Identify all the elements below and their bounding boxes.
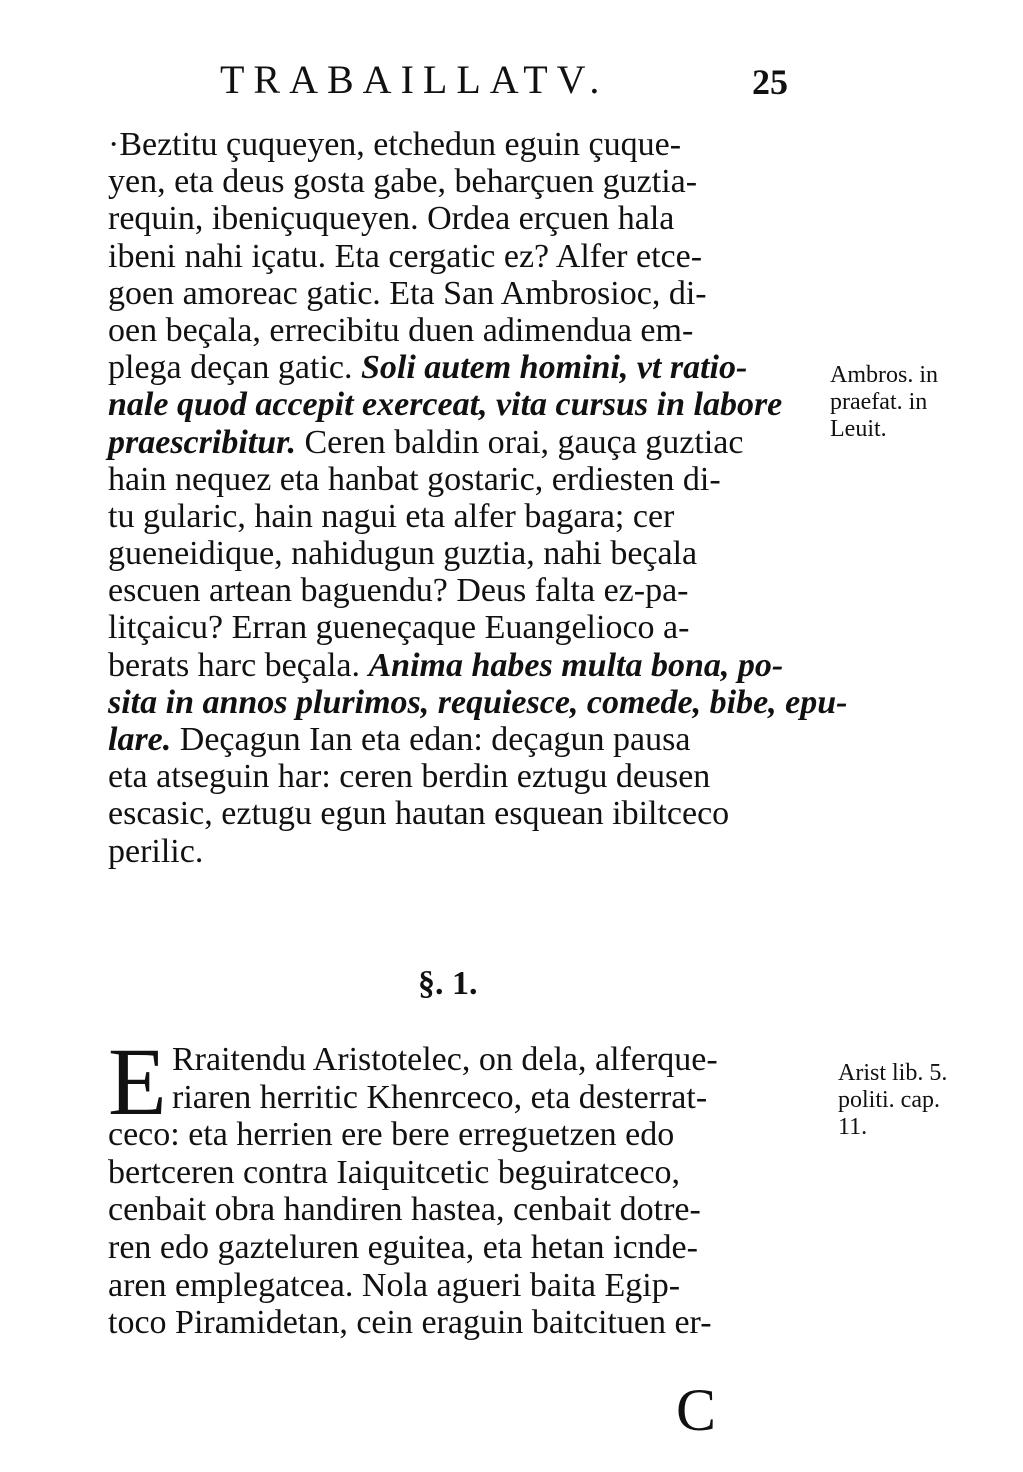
page-number: 25 xyxy=(752,62,788,102)
text-run: tu gularic, hain nagui eta alfer bagara; cer xyxy=(108,497,675,535)
text-line xyxy=(108,535,820,572)
text-run: ceco: eta herrien ere bere erreguetzen edo xyxy=(108,1116,675,1154)
text-line xyxy=(108,683,848,721)
margin-note-line: Ambros. in xyxy=(830,362,938,388)
margin-note-line: Arist lib. 5. xyxy=(838,1060,948,1086)
latin-quote: nale quod accepit exerceat, vita cursus in labore xyxy=(108,386,783,424)
text-run: litçaicu? Erran gueneçaque Euangelioco a- xyxy=(108,609,690,647)
text-run: requin, ibeniçuqueyen. Ordea erçuen hala xyxy=(108,200,675,238)
running-head: TRABAILLATV. xyxy=(220,57,609,102)
latin-quote: Anima habes multa bona, po- xyxy=(368,646,784,684)
latin-quote: praescribitur. xyxy=(108,423,296,461)
text-run: perilic. xyxy=(108,832,204,870)
text-line xyxy=(108,647,820,684)
latin-quote: Soli autem homini, vt ratio- xyxy=(360,349,748,387)
text-line xyxy=(108,126,820,163)
text-run: aren emplegatcea. Nola agueri baita Egip- xyxy=(108,1266,681,1304)
text-run: escuen artean baguendu? Deus falta ez-pa- xyxy=(108,572,689,610)
text-run: bertceren contra Iaiquitcetic beguiratceco, xyxy=(108,1153,680,1191)
text-line xyxy=(108,1304,820,1342)
text-line xyxy=(108,498,820,535)
text-run: plega deçan gatic. xyxy=(108,349,361,387)
text-run: Rraitendu Aristotelec, on dela, alferque- xyxy=(172,1041,718,1078)
section-mark: §. 1. xyxy=(418,965,478,1002)
text-line xyxy=(108,1041,820,1079)
text-run: yen, eta deus gosta gabe, beharçuen guztia- xyxy=(108,163,698,201)
text-line xyxy=(108,795,820,832)
text-run: riaren herritic Khenrceco, eta desterrat- xyxy=(172,1078,708,1116)
latin-quote: lare. xyxy=(108,721,172,758)
text-line xyxy=(108,1229,820,1267)
drop-cap: E xyxy=(108,1028,167,1135)
text-run: ren edo gazteluren eguitea, eta hetan icnde- xyxy=(108,1228,698,1266)
text-run: berats harc beçala. xyxy=(108,646,369,684)
margin-note-aristotle xyxy=(838,1060,947,1141)
text-run: ·Beztitu çuqueyen, etchedun eguin çuque- xyxy=(108,126,682,163)
text-line xyxy=(108,572,820,609)
paragraph-1 xyxy=(108,126,848,870)
text-line xyxy=(108,721,820,758)
margin-note-line: politi. cap. xyxy=(838,1087,940,1113)
text-line xyxy=(108,1154,820,1192)
text-line xyxy=(108,349,820,386)
text-line xyxy=(108,1116,820,1154)
text-line xyxy=(108,275,820,312)
margin-note-line: Leuit. xyxy=(830,416,887,442)
text-run: Deçagun Ian eta edan: deçagun pausa xyxy=(171,721,691,758)
text-line xyxy=(108,386,820,423)
text-run: ibeni nahi içatu. Eta cergatic ez? Alfer etce- xyxy=(108,237,703,275)
text-run: hain nequez eta hanbat gostaric, erdiesten di- xyxy=(108,460,721,498)
text-line xyxy=(108,1191,820,1229)
text-line xyxy=(108,833,820,870)
text-run: eta atseguin har: ceren berdin eztugu deusen xyxy=(108,758,711,796)
text-run: Ceren baldin orai, gauça guztiac xyxy=(295,423,744,461)
text-line xyxy=(108,200,820,237)
margin-note-ambrose xyxy=(830,362,938,443)
text-line xyxy=(108,758,820,795)
text-line xyxy=(108,238,820,275)
text-line xyxy=(108,163,820,200)
text-line xyxy=(108,1079,820,1117)
text-line xyxy=(108,312,820,349)
latin-quote: sita in annos plurimos, requiesce, comede, bibe, epu- xyxy=(108,683,848,721)
text-run: gueneidique, nahidugun guztia, nahi beçala xyxy=(108,535,698,573)
text-line xyxy=(108,424,820,461)
margin-note-line: 11. xyxy=(838,1114,868,1140)
text-run: goen amoreac gatic. Eta San Ambrosioc, di- xyxy=(108,274,707,312)
text-line xyxy=(108,461,820,498)
text-run: oen beçala, errecibitu duen adimendua em- xyxy=(108,311,694,349)
text-run: cenbait obra handiren hastea, cenbait dotre- xyxy=(108,1191,701,1229)
margin-note-line: praefat. in xyxy=(830,389,928,415)
signature-mark: C xyxy=(676,1377,717,1443)
text-line xyxy=(108,1267,820,1305)
text-line xyxy=(108,609,820,646)
text-run: toco Piramidetan, cein eraguin baitcituen er- xyxy=(108,1304,712,1342)
text-run: escasic, eztugu egun hautan esquean ibiltceco xyxy=(108,795,730,833)
paragraph-2 xyxy=(108,1028,820,1342)
